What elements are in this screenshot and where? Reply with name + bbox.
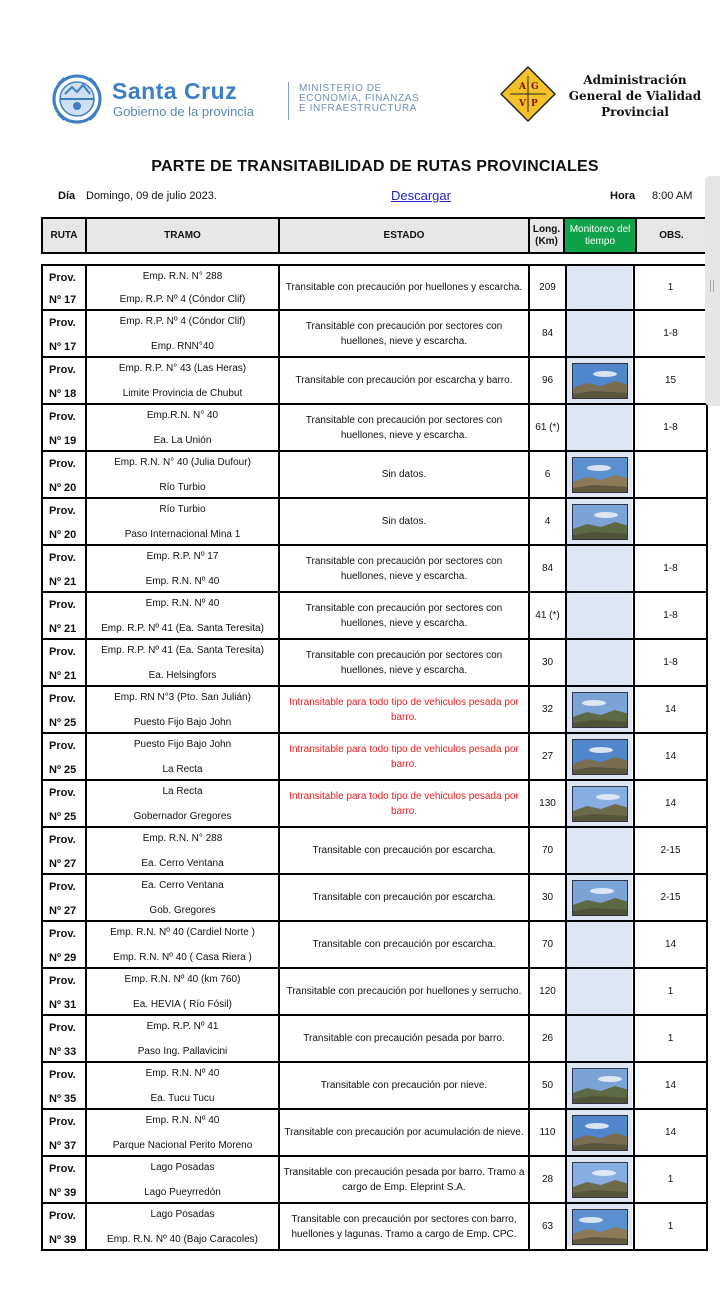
route-prov: Prov. bbox=[49, 458, 76, 470]
table-row bbox=[41, 1063, 708, 1110]
segment-from: Emp. R.N. Nº 40 bbox=[145, 1068, 220, 1079]
segment-cell bbox=[87, 266, 280, 309]
table-row bbox=[41, 687, 708, 734]
length-cell: 130 bbox=[530, 781, 567, 826]
segment-from: Emp.R.N. N° 40 bbox=[146, 410, 219, 421]
weather-monitor-cell bbox=[567, 311, 635, 356]
segment-from: Ea. Cerro Ventana bbox=[141, 880, 224, 891]
segment-cell bbox=[87, 687, 280, 732]
observation-cell: 2-15 bbox=[660, 892, 681, 903]
segment-cell bbox=[87, 969, 280, 1014]
length-cell: 70 bbox=[530, 922, 567, 967]
status-cell: Transitable con precaución pesada por barro. Tramo a cargo de Emp. Eleprint S.A. bbox=[280, 1157, 530, 1202]
org-subtitle: Gobierno de la provincia bbox=[113, 104, 254, 119]
observation-cell: 1 bbox=[667, 282, 674, 293]
segment-to: Ea. Cerro Ventana bbox=[141, 858, 224, 869]
weather-camera-thumbnail[interactable] bbox=[572, 786, 628, 822]
segment-to: Emp. R.N. Nº 40 (Bajo Caracoles) bbox=[107, 1234, 258, 1245]
weather-camera-thumbnail[interactable] bbox=[572, 1068, 628, 1104]
segment-from: Emp. R.N. Nº 40 (Cardiel Norte ) bbox=[110, 927, 255, 938]
weather-camera-thumbnail[interactable] bbox=[572, 1209, 628, 1245]
route-prov: Prov. bbox=[49, 411, 76, 423]
scrollbar-grip[interactable] bbox=[710, 280, 714, 292]
length-cell: 120 bbox=[530, 969, 567, 1014]
segment-from: Emp. R.N. Nº 40 (km 760) bbox=[124, 974, 241, 985]
length-cell: 26 bbox=[530, 1016, 567, 1061]
table-row bbox=[41, 1204, 708, 1251]
segment-to: Emp. RNN°40 bbox=[151, 341, 214, 352]
status-cell: Transitable con precaución por sectores con huellones, nieve y escarcha. bbox=[280, 311, 530, 356]
status-cell: Transitable con precaución por sectores con barro, huellones y lagunas. Tramo a cargo de Emp. CPC. bbox=[280, 1204, 530, 1249]
status-cell: Transitable con precaución por huellones y escarcha. bbox=[280, 266, 530, 309]
table-row bbox=[41, 1110, 708, 1157]
route-cell bbox=[43, 546, 87, 591]
length-cell: 30 bbox=[530, 640, 567, 685]
segment-to: Paso Ing. Pallavicini bbox=[137, 1046, 228, 1057]
segment-from: Emp. R.P. Nº 4 (Cóndor Clif) bbox=[119, 316, 246, 327]
weather-monitor-cell bbox=[567, 687, 635, 732]
segment-from: Emp. R.P. Nº 41 (Ea. Santa Teresita) bbox=[101, 645, 264, 656]
segment-cell bbox=[87, 828, 280, 873]
length-cell: 96 bbox=[530, 358, 567, 403]
table-row bbox=[41, 1016, 708, 1063]
segment-from: Emp. R.N. Nº 40 bbox=[145, 1115, 220, 1126]
route-cell bbox=[43, 1016, 87, 1061]
length-cell: 110 bbox=[530, 1110, 567, 1155]
segment-to: Puesto Fijo Bajo John bbox=[133, 717, 232, 728]
svg-text:A: A bbox=[519, 82, 526, 92]
segment-from: Emp. R.N. N° 288 bbox=[142, 833, 223, 844]
weather-monitor-cell bbox=[567, 358, 635, 403]
route-number: Nº 19 bbox=[49, 435, 77, 447]
segment-cell bbox=[87, 781, 280, 826]
route-prov: Prov. bbox=[49, 505, 76, 517]
route-cell bbox=[43, 405, 87, 450]
route-prov: Prov. bbox=[49, 272, 76, 284]
svg-text:V: V bbox=[519, 99, 526, 109]
route-cell bbox=[43, 781, 87, 826]
route-prov: Prov. bbox=[49, 1022, 76, 1034]
segment-from: Emp. R.P. Nº 17 bbox=[146, 551, 219, 562]
length-cell: 28 bbox=[530, 1157, 567, 1202]
status-cell: Sin datos. bbox=[280, 499, 530, 544]
route-number: Nº 25 bbox=[49, 764, 77, 776]
observation-cell: 15 bbox=[664, 375, 677, 386]
route-number: Nº 17 bbox=[49, 341, 77, 353]
status-cell: Transitable con precaución por escarcha. bbox=[280, 922, 530, 967]
table-row bbox=[41, 969, 708, 1016]
weather-monitor-cell bbox=[567, 1157, 635, 1202]
segment-from: Río Turbio bbox=[159, 504, 206, 515]
route-number: Nº 29 bbox=[49, 952, 77, 964]
table-row bbox=[41, 405, 708, 452]
length-cell: 63 bbox=[530, 1204, 567, 1249]
route-cell bbox=[43, 969, 87, 1014]
table-row bbox=[41, 922, 708, 969]
segment-to: Emp. R.N. Nº 40 bbox=[145, 576, 220, 587]
agency-name: Administración General de Vialidad Provincial bbox=[568, 73, 702, 119]
route-number: Nº 18 bbox=[49, 388, 77, 400]
weather-monitor-cell bbox=[567, 546, 635, 591]
observation-cell: 14 bbox=[664, 1080, 677, 1091]
status-cell: Intransitable para todo tipo de vehiculos pesada por barro. bbox=[280, 781, 530, 826]
route-number: Nº 20 bbox=[49, 482, 77, 494]
observation-cell: 14 bbox=[664, 751, 677, 762]
weather-monitor-cell bbox=[567, 640, 635, 685]
segment-to: Ea. HEVIA ( Río Fósil) bbox=[133, 999, 232, 1010]
route-cell bbox=[43, 266, 87, 309]
route-cell bbox=[43, 687, 87, 732]
ministry-name: MINISTERIO DE ECONOMÍA, FINANZAS E INFRAESTRUCTURA bbox=[299, 83, 420, 114]
route-number: Nº 39 bbox=[49, 1187, 77, 1199]
status-cell: Intransitable para todo tipo de vehiculos pesada por barro. bbox=[280, 687, 530, 732]
route-prov: Prov. bbox=[49, 881, 76, 893]
route-number: Nº 25 bbox=[49, 717, 77, 729]
status-cell: Transitable con precaución por sectores con huellones, nieve y escarcha. bbox=[280, 546, 530, 591]
segment-from: Emp. R.P. N° 43 (Las Heras) bbox=[118, 363, 247, 374]
segment-cell bbox=[87, 1016, 280, 1061]
observation-cell bbox=[635, 452, 706, 497]
length-cell: 41 (*) bbox=[530, 593, 567, 638]
weather-monitor-cell bbox=[567, 734, 635, 779]
length-cell: 4 bbox=[530, 499, 567, 544]
observation-cell: 14 bbox=[664, 798, 677, 809]
status-cell: Transitable con precaución por escarcha y barro. bbox=[280, 358, 530, 403]
org-name: Santa Cruz bbox=[112, 78, 238, 104]
segment-from: Emp. RN N°3 (Pto. San Julián) bbox=[114, 692, 251, 703]
status-cell: Transitable con precaución por huellones y serrucho. bbox=[280, 969, 530, 1014]
segment-to: Emp. R.P. Nº 4 (Cóndor Clif) bbox=[119, 294, 246, 305]
table-row bbox=[41, 546, 708, 593]
route-prov: Prov. bbox=[49, 317, 76, 329]
route-prov: Prov. bbox=[49, 1210, 76, 1222]
route-number: Nº 20 bbox=[49, 529, 77, 541]
length-cell: 27 bbox=[530, 734, 567, 779]
segment-cell bbox=[87, 1110, 280, 1155]
segment-cell bbox=[87, 734, 280, 779]
observation-cell: 14 bbox=[664, 704, 677, 715]
route-prov: Prov. bbox=[49, 693, 76, 705]
weather-camera-thumbnail[interactable] bbox=[572, 457, 628, 493]
segment-to: Lago Pueyrredón bbox=[144, 1187, 221, 1198]
segment-to: Ea. La Unión bbox=[153, 435, 212, 446]
report-info bbox=[0, 188, 720, 208]
status-cell: Sin datos. bbox=[280, 452, 530, 497]
weather-monitor-cell bbox=[567, 593, 635, 638]
weather-camera-thumbnail[interactable] bbox=[572, 363, 628, 399]
segment-to: Parque Nacional Perito Moreno bbox=[112, 1140, 253, 1151]
segment-to: Paso Internacional Mina 1 bbox=[124, 529, 241, 540]
col-long: Long. (Km) bbox=[530, 219, 565, 252]
segment-to: Ea. Helsingfors bbox=[148, 670, 217, 681]
weather-camera-thumbnail[interactable] bbox=[572, 1115, 628, 1151]
route-number: Nº 21 bbox=[49, 623, 77, 635]
route-prov: Prov. bbox=[49, 787, 76, 799]
weather-monitor-cell bbox=[567, 1204, 635, 1249]
status-cell: Transitable con precaución por escarcha. bbox=[280, 828, 530, 873]
segment-cell bbox=[87, 546, 280, 591]
status-cell: Transitable con precaución por nieve. bbox=[280, 1063, 530, 1108]
col-monitor: Monitoreo del tiempo bbox=[565, 219, 637, 252]
segment-to: Ea. Tucu Tucu bbox=[150, 1093, 215, 1104]
observation-cell: 2-15 bbox=[660, 845, 681, 856]
header-divider bbox=[288, 82, 289, 120]
route-prov: Prov. bbox=[49, 975, 76, 987]
length-cell: 70 bbox=[530, 828, 567, 873]
observation-cell bbox=[635, 499, 706, 544]
segment-cell bbox=[87, 358, 280, 403]
route-cell bbox=[43, 1204, 87, 1249]
segment-cell bbox=[87, 640, 280, 685]
segment-from: Lago Posadas bbox=[150, 1209, 215, 1220]
route-cell bbox=[43, 593, 87, 638]
segment-to: La Recta bbox=[162, 764, 203, 775]
day-label: Día bbox=[58, 190, 76, 202]
table-row bbox=[41, 264, 708, 311]
route-cell bbox=[43, 1157, 87, 1202]
segment-cell bbox=[87, 875, 280, 920]
route-prov: Prov. bbox=[49, 364, 76, 376]
weather-monitor-cell bbox=[567, 969, 635, 1014]
weather-monitor-cell bbox=[567, 828, 635, 873]
route-number: Nº 17 bbox=[49, 294, 77, 306]
route-number: Nº 37 bbox=[49, 1140, 77, 1152]
route-number: Nº 27 bbox=[49, 858, 77, 870]
col-tramo: TRAMO bbox=[87, 219, 280, 252]
weather-monitor-cell bbox=[567, 875, 635, 920]
table-header bbox=[41, 217, 708, 254]
table-row bbox=[41, 828, 708, 875]
weather-monitor-cell bbox=[567, 452, 635, 497]
segment-cell bbox=[87, 405, 280, 450]
table-row bbox=[41, 781, 708, 828]
status-cell: Intransitable para todo tipo de vehiculos pesada por barro. bbox=[280, 734, 530, 779]
observation-cell: 1-8 bbox=[663, 563, 678, 574]
report-hour: 8:00 AM bbox=[652, 190, 693, 202]
length-cell: 6 bbox=[530, 452, 567, 497]
weather-camera-thumbnail[interactable] bbox=[572, 880, 628, 916]
length-cell: 84 bbox=[530, 311, 567, 356]
route-prov: Prov. bbox=[49, 1163, 76, 1175]
download-link[interactable]: Descargar bbox=[391, 188, 451, 203]
observation-cell: 14 bbox=[664, 1127, 677, 1138]
observation-cell: 1-8 bbox=[663, 657, 678, 668]
routes-table bbox=[41, 264, 708, 1251]
route-cell bbox=[43, 1110, 87, 1155]
table-row bbox=[41, 640, 708, 687]
segment-cell bbox=[87, 593, 280, 638]
segment-to: Gob. Gregores bbox=[149, 905, 216, 916]
route-cell bbox=[43, 922, 87, 967]
svg-text:G: G bbox=[531, 82, 539, 92]
table-row bbox=[41, 358, 708, 405]
table-row bbox=[41, 452, 708, 499]
observation-cell: 14 bbox=[664, 939, 677, 950]
route-prov: Prov. bbox=[49, 599, 76, 611]
status-cell: Transitable con precaución por sectores con huellones, nieve y escarcha. bbox=[280, 405, 530, 450]
observation-cell: 1 bbox=[667, 1221, 674, 1232]
segment-cell bbox=[87, 922, 280, 967]
santa-cruz-shield-logo bbox=[52, 72, 102, 126]
observation-cell: 1-8 bbox=[663, 422, 678, 433]
route-cell bbox=[43, 734, 87, 779]
col-obs: OBS. bbox=[659, 229, 684, 241]
length-cell: 61 (*) bbox=[530, 405, 567, 450]
length-cell: 84 bbox=[530, 546, 567, 591]
route-number: Nº 35 bbox=[49, 1093, 77, 1105]
length-cell: 209 bbox=[530, 266, 567, 309]
status-cell: Transitable con precaución por sectores con huellones, nieve y escarcha. bbox=[280, 640, 530, 685]
table-row bbox=[41, 311, 708, 358]
route-prov: Prov. bbox=[49, 740, 76, 752]
route-number: Nº 21 bbox=[49, 670, 77, 682]
segment-to: Emp. R.P. Nº 41 (Ea. Santa Teresita) bbox=[101, 623, 264, 634]
route-prov: Prov. bbox=[49, 834, 76, 846]
weather-camera-thumbnail[interactable] bbox=[572, 739, 628, 775]
svg-text:P: P bbox=[531, 99, 538, 109]
segment-cell bbox=[87, 499, 280, 544]
col-estado: ESTADO bbox=[280, 219, 530, 252]
table-row bbox=[41, 499, 708, 546]
route-prov: Prov. bbox=[49, 552, 76, 564]
weather-monitor-cell bbox=[567, 499, 635, 544]
route-cell bbox=[43, 311, 87, 356]
route-prov: Prov. bbox=[49, 646, 76, 658]
status-cell: Transitable con precaución pesada por barro. bbox=[280, 1016, 530, 1061]
route-number: Nº 39 bbox=[49, 1234, 77, 1246]
segment-to: Limite Provincia de Chubut bbox=[122, 388, 243, 399]
segment-cell bbox=[87, 1204, 280, 1249]
weather-monitor-cell bbox=[567, 266, 635, 309]
segment-from: Emp. R.N. N° 40 (Julia Dufour) bbox=[114, 457, 251, 468]
scrollbar[interactable] bbox=[705, 176, 720, 406]
route-prov: Prov. bbox=[49, 928, 76, 940]
route-cell bbox=[43, 875, 87, 920]
report-date: Domingo, 09 de julio 2023. bbox=[86, 190, 217, 202]
route-cell bbox=[43, 452, 87, 497]
weather-monitor-cell bbox=[567, 1063, 635, 1108]
segment-cell bbox=[87, 1063, 280, 1108]
length-cell: 50 bbox=[530, 1063, 567, 1108]
segment-cell bbox=[87, 1157, 280, 1202]
table-row bbox=[41, 1157, 708, 1204]
weather-camera-thumbnail[interactable] bbox=[572, 692, 628, 728]
route-cell bbox=[43, 358, 87, 403]
table-row bbox=[41, 593, 708, 640]
table-row bbox=[41, 734, 708, 781]
segment-to: Río Turbio bbox=[159, 482, 206, 493]
length-cell: 32 bbox=[530, 687, 567, 732]
segment-from: Puesto Fijo Bajo John bbox=[133, 739, 232, 750]
route-number: Nº 27 bbox=[49, 905, 77, 917]
hour-label: Hora bbox=[610, 190, 636, 202]
route-cell bbox=[43, 499, 87, 544]
route-number: Nº 33 bbox=[49, 1046, 77, 1058]
segment-from: Emp. R.P. Nº 41 bbox=[146, 1021, 219, 1032]
segment-from: Emp. R.N. Nº 40 bbox=[145, 598, 220, 609]
segment-cell bbox=[87, 452, 280, 497]
observation-cell: 1-8 bbox=[663, 610, 678, 621]
weather-monitor-cell bbox=[567, 1016, 635, 1061]
segment-from: La Recta bbox=[162, 786, 203, 797]
route-cell bbox=[43, 640, 87, 685]
segment-from: Lago Posadas bbox=[150, 1162, 215, 1173]
route-cell bbox=[43, 828, 87, 873]
weather-monitor-cell bbox=[567, 405, 635, 450]
route-number: Nº 31 bbox=[49, 999, 77, 1011]
weather-monitor-cell bbox=[567, 922, 635, 967]
route-prov: Prov. bbox=[49, 1069, 76, 1081]
segment-to: Gobernador Gregores bbox=[133, 811, 232, 822]
weather-monitor-cell bbox=[567, 781, 635, 826]
agvp-diamond-logo bbox=[500, 66, 556, 122]
weather-monitor-cell bbox=[567, 1110, 635, 1155]
observation-cell: 1 bbox=[667, 1174, 674, 1185]
route-number: Nº 21 bbox=[49, 576, 77, 588]
weather-camera-thumbnail[interactable] bbox=[572, 1162, 628, 1198]
status-cell: Transitable con precaución por sectores con huellones, nieve y escarcha. bbox=[280, 593, 530, 638]
segment-from: Emp. R.N. N° 288 bbox=[142, 271, 223, 282]
observation-cell: 1 bbox=[667, 986, 674, 997]
col-ruta: RUTA bbox=[43, 219, 87, 252]
weather-camera-thumbnail[interactable] bbox=[572, 504, 628, 540]
segment-cell bbox=[87, 311, 280, 356]
length-cell: 30 bbox=[530, 875, 567, 920]
page-header bbox=[0, 62, 720, 142]
route-cell bbox=[43, 1063, 87, 1108]
status-cell: Transitable con precaución por escarcha. bbox=[280, 875, 530, 920]
observation-cell: 1-8 bbox=[663, 328, 678, 339]
route-number: Nº 25 bbox=[49, 811, 77, 823]
table-row bbox=[41, 875, 708, 922]
route-prov: Prov. bbox=[49, 1116, 76, 1128]
segment-to: Emp. R.N. Nº 40 ( Casa Riera ) bbox=[113, 952, 252, 963]
page-title: PARTE DE TRANSITABILIDAD DE RUTAS PROVINCIALES bbox=[151, 158, 599, 175]
observation-cell: 1 bbox=[667, 1033, 674, 1044]
status-cell: Transitable con precaución por acumulación de nieve. bbox=[280, 1110, 530, 1155]
